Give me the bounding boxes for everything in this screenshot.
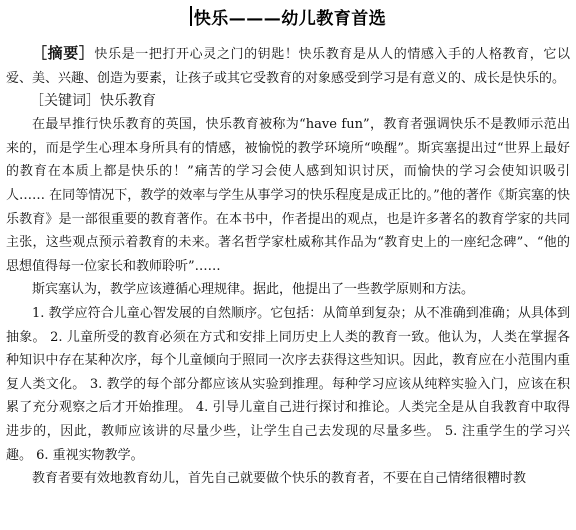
keywords-text: 快乐教育 — [100, 93, 156, 110]
keywords-row — [6, 90, 570, 113]
body-paragraph-1: 在最早推行快乐教育的英国，快乐教育被称为“have fun”，教育者强调快乐不是教师示范出来的，而是学生心理本身所具有的情感，被愉悦的教学环境所“唤醒”。斯宾塞提出过“世界上最好的教育在本质上都是快乐的！”痛苦的学习会使人感到知识讨厌，而愉快的学习会使知识吸引人…… 在同等情况下，教学的效率与学生从事学习的快乐程度是成正比的。”他的著作《斯宾塞的快乐教育》是一部很重要的教育著作。在本书中，作者提出的观点，也是许多著名的教育学家的共同主张，这些观点预示着教育的未来。著名哲学家杜威称其作品为“教育史上的一座纪念碑”、“他的思想值得每一位家长和教师聆听”…… — [6, 117, 570, 274]
abstract-paragraph — [6, 42, 570, 90]
body-paragraph-2: 斯宾塞认为，教学应该遵循心理规律。据此，他提出了一些教学原则和方法。 — [32, 282, 475, 298]
document-title: 快乐———幼儿教育首选 — [193, 8, 387, 29]
keywords-label: ［关键词］ — [30, 93, 100, 110]
title-row — [6, 4, 570, 28]
abstract-text: 快乐是一把打开心灵之门的钥匙！快乐教育是从人的情感入手的人格教育，它以爱、美、兴趣、创造为要素，让孩子或其它受教育的对象感受到学习是有意义的、成长是快乐的。 — [6, 47, 570, 86]
abstract-label: ［摘要］ — [32, 44, 95, 62]
body-paragraph-4: 教育者要有效地教育幼儿，首先自己就要做个快乐的教育者，不要在自己情绪很糟时教 — [32, 471, 527, 487]
page-bottom-edge — [0, 522, 576, 530]
body-paragraph-3: 1. 教学应符合儿童心智发展的自然顺序。它包括：从简单到复杂；从不准确到准确；从具体到抽象。 2. 儿童所受的教育必须在方式和安排上同历史上人类的教育一致。他认为，人类在掌握各种知识中存在某种次序，每个儿童倾向于照同一次序去获得这些知识。因此，教育应在小范围内重复人类文化。 3. 教学的每个部分都应该从实验到推理。每种学习应该从纯粹实验入门，应该在积累了充分观察之后才开始推理。 4. 引导儿童自己进行探讨和推论。人类完全是从自我教育中取得进步的，因此，教师应该讲的尽量少些，让学生自己去发现的尽量多些。 5. 注重学生的学习兴趣。 6. 重视实物教学。 — [6, 305, 570, 463]
text-cursor — [190, 6, 192, 26]
